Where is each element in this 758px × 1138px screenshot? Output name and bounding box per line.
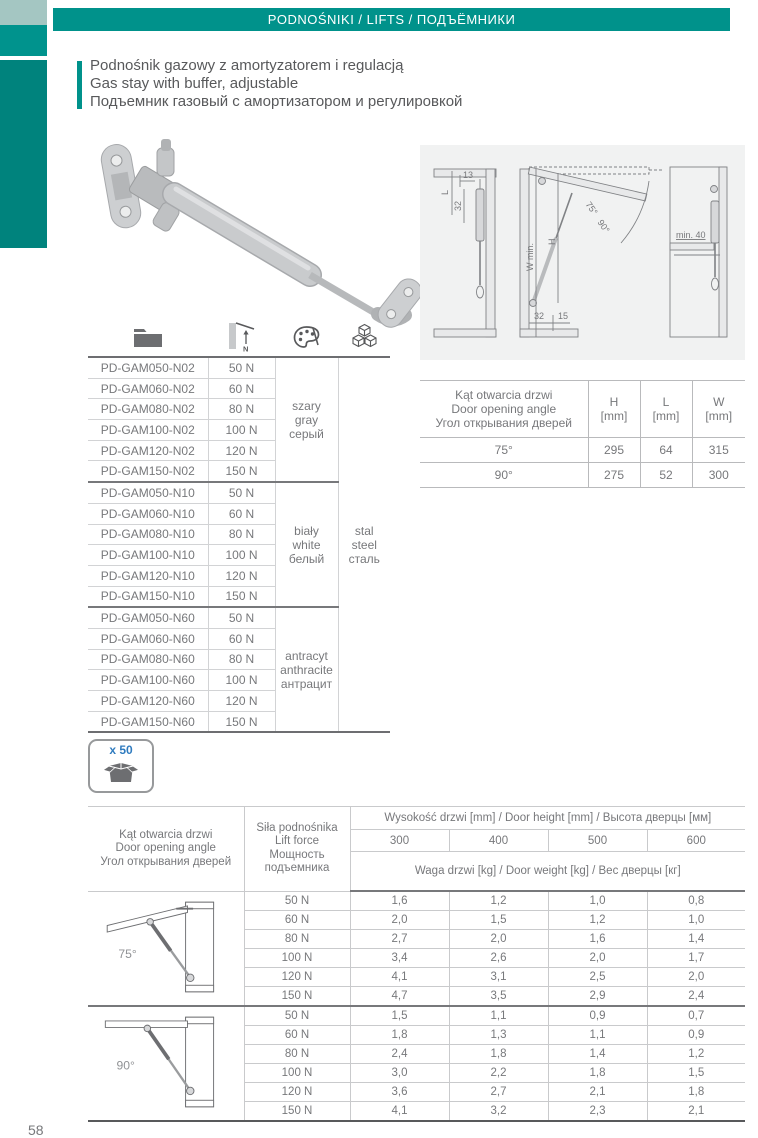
title-accent-bar bbox=[77, 61, 82, 109]
dims-col-w-header bbox=[692, 381, 745, 438]
dims-angle-header-pl: Kąt otwarcia drzwi bbox=[455, 388, 553, 402]
door-weight-value: 4,1 bbox=[350, 1102, 449, 1122]
door-weight-value: 1,6 bbox=[350, 891, 449, 911]
force-value-cell: 100 N bbox=[208, 545, 275, 566]
height-300: 300 bbox=[350, 830, 449, 852]
dims-col-w-unit: [mm] bbox=[705, 409, 733, 423]
door-weight-value: 2,0 bbox=[449, 930, 548, 949]
door-weight-value: 2,0 bbox=[548, 949, 647, 968]
door-weight-value: 2,9 bbox=[548, 987, 647, 1007]
product-code-cell: PD-GAM150-N02 bbox=[88, 461, 208, 482]
door-weight-value: 2,4 bbox=[350, 1045, 449, 1064]
material-cell bbox=[338, 357, 390, 732]
door-weight-value: 3,2 bbox=[449, 1102, 548, 1122]
weight-angle-header-pl: Kąt otwarcia drzwi bbox=[119, 828, 213, 841]
door-weight-value: 1,5 bbox=[647, 1064, 745, 1083]
color-name-line: white bbox=[292, 537, 321, 552]
dimensions-table bbox=[420, 380, 745, 488]
door-75-diagram bbox=[96, 896, 236, 998]
door-weight-value: 2,1 bbox=[647, 1102, 745, 1122]
lift-force-cell: 120 N bbox=[244, 1083, 350, 1102]
door-weight-value: 1,8 bbox=[350, 1026, 449, 1045]
force-value-cell: 50 N bbox=[208, 357, 275, 378]
door-weight-value: 3,1 bbox=[449, 968, 548, 987]
sidebar-block-teal bbox=[0, 25, 47, 56]
dims-col-w-letter: W bbox=[713, 395, 725, 409]
product-code-cell: PD-GAM050-N02 bbox=[88, 357, 208, 378]
door-weight-value: 1,0 bbox=[647, 911, 745, 930]
dims-col-l-unit: [mm] bbox=[652, 409, 680, 423]
door-weight-value: 1,4 bbox=[647, 930, 745, 949]
door-weight-value: 3,4 bbox=[350, 949, 449, 968]
door-weight-value: 2,3 bbox=[548, 1102, 647, 1122]
force-value-cell: 150 N bbox=[208, 711, 275, 732]
color-name-cell bbox=[275, 607, 338, 732]
dim-h-value: 275 bbox=[588, 463, 640, 488]
door-weight-value: 1,7 bbox=[647, 949, 745, 968]
force-value-cell: 120 N bbox=[208, 440, 275, 461]
product-code-cell: PD-GAM100-N60 bbox=[88, 670, 208, 691]
product-code-cell: PD-GAM100-N10 bbox=[88, 545, 208, 566]
door-weight-value: 1,8 bbox=[647, 1083, 745, 1102]
angle-75-label: 75° bbox=[583, 199, 600, 217]
color-name-cell bbox=[275, 482, 338, 607]
dim-l-value: 64 bbox=[640, 438, 692, 463]
dim-l-value: 52 bbox=[640, 463, 692, 488]
force-unit-letter: N bbox=[243, 344, 249, 352]
door-angle-diagram-cell bbox=[88, 891, 244, 1006]
door-weight-value: 3,5 bbox=[449, 987, 548, 1007]
material-line: steel bbox=[351, 537, 377, 552]
door-weight-value: 2,0 bbox=[647, 968, 745, 987]
force-value-cell: 150 N bbox=[208, 461, 275, 482]
catalog-number-column-icon bbox=[131, 324, 165, 350]
door-angle-diagram-cell bbox=[88, 1006, 244, 1121]
color-name-line: серый bbox=[289, 426, 324, 441]
door-weight-value: 0,7 bbox=[647, 1006, 745, 1026]
weight-table bbox=[88, 806, 745, 1122]
folder-icon bbox=[131, 325, 165, 350]
product-code-cell: PD-GAM080-N02 bbox=[88, 399, 208, 420]
height-500: 500 bbox=[548, 830, 647, 852]
door-weight-value: 1,6 bbox=[548, 930, 647, 949]
door-weight-value: 0,8 bbox=[647, 891, 745, 911]
color-name-line: gray bbox=[294, 412, 319, 427]
sidebar-block-dark bbox=[0, 60, 47, 248]
product-code-cell: PD-GAM120-N10 bbox=[88, 565, 208, 586]
door-90-diagram bbox=[96, 1011, 236, 1113]
door-weight-value: 1,0 bbox=[548, 891, 647, 911]
door-weight-value: 4,7 bbox=[350, 987, 449, 1007]
weight-angle-header bbox=[88, 807, 244, 892]
lift-force-cell: 50 N bbox=[244, 891, 350, 911]
dim-32-bottom-label: 32 bbox=[534, 311, 545, 321]
lift-force-cell: 100 N bbox=[244, 949, 350, 968]
angle-90-label: 90° bbox=[595, 217, 612, 235]
gas-stay-image bbox=[70, 126, 420, 331]
product-code-cell: PD-GAM120-N60 bbox=[88, 691, 208, 712]
door-weight-value: 2,2 bbox=[449, 1064, 548, 1083]
lift-force-cell: 60 N bbox=[244, 1026, 350, 1045]
material-line: сталь bbox=[348, 551, 380, 566]
product-code-cell: PD-GAM060-N10 bbox=[88, 503, 208, 524]
door-weight-value: 1,1 bbox=[449, 1006, 548, 1026]
product-table-body bbox=[88, 357, 390, 732]
product-code-cell: PD-GAM080-N10 bbox=[88, 524, 208, 545]
dims-col-h-unit: [mm] bbox=[600, 409, 628, 423]
force-value-cell: 120 N bbox=[208, 691, 275, 712]
lift-force-header-ru2: подъемника bbox=[264, 862, 330, 875]
dims-col-h-letter: H bbox=[609, 395, 619, 409]
door-weight-value: 1,2 bbox=[548, 911, 647, 930]
material-column-icon bbox=[349, 323, 380, 351]
door-weight-value: 2,1 bbox=[548, 1083, 647, 1102]
door-weight-value: 4,1 bbox=[350, 968, 449, 987]
lift-force-header-pl: Siła podnośnika bbox=[256, 821, 338, 834]
product-title-pl: Podnośnik gazowy z amortyzatorem i regulacją bbox=[90, 57, 404, 74]
technical-drawing-panel bbox=[420, 145, 745, 360]
door-weight-value: 1,4 bbox=[548, 1045, 647, 1064]
door-angle-label: 75° bbox=[118, 946, 137, 961]
dim-13-label: 13 bbox=[463, 170, 474, 180]
door-angle-label: 90° bbox=[116, 1058, 135, 1073]
force-value-cell: 60 N bbox=[208, 628, 275, 649]
dim-32-left-label: 32 bbox=[453, 200, 463, 211]
section-title: PODNOŚNIKI / LIFTS / ПОДЪЁМНИКИ bbox=[267, 12, 516, 27]
door-weight-value: 1,3 bbox=[449, 1026, 548, 1045]
opening-angle-cell: 90° bbox=[420, 463, 588, 488]
door-weight-value: 1,2 bbox=[647, 1045, 745, 1064]
door-weight-value: 2,4 bbox=[647, 987, 745, 1007]
cubes-icon bbox=[349, 323, 380, 351]
door-height-header: Wysokość drzwi [mm] / Door height [mm] / Высота дверцы [мм] bbox=[350, 807, 745, 830]
color-name-cell bbox=[275, 357, 338, 482]
dim-w-value: 300 bbox=[692, 463, 745, 488]
dims-angle-header-en: Door opening angle bbox=[451, 402, 557, 416]
dims-row bbox=[420, 463, 745, 488]
product-code-cell: PD-GAM060-N60 bbox=[88, 628, 208, 649]
door-weight-value: 1,5 bbox=[449, 911, 548, 930]
product-table bbox=[88, 356, 390, 733]
force-value-cell: 50 N bbox=[208, 482, 275, 503]
door-weight-value: 1,8 bbox=[449, 1045, 548, 1064]
weight-angle-header-en: Door opening angle bbox=[115, 842, 216, 854]
product-code-cell: PD-GAM080-N60 bbox=[88, 649, 208, 670]
dim-min40-label: min. 40 bbox=[676, 230, 706, 240]
height-400: 400 bbox=[449, 830, 548, 852]
force-value-cell: 100 N bbox=[208, 420, 275, 441]
dims-angle-header bbox=[420, 381, 588, 438]
dims-col-h-header bbox=[588, 381, 640, 438]
product-code-cell: PD-GAM100-N02 bbox=[88, 420, 208, 441]
door-weight-value: 1,1 bbox=[548, 1026, 647, 1045]
lift-force-header bbox=[244, 807, 350, 892]
lift-force-header-en: Lift force bbox=[274, 835, 320, 848]
force-value-cell: 80 N bbox=[208, 524, 275, 545]
weight-row bbox=[88, 1006, 745, 1026]
lift-force-cell: 150 N bbox=[244, 1102, 350, 1122]
force-column-icon bbox=[228, 320, 256, 352]
lift-force-cell: 80 N bbox=[244, 930, 350, 949]
color-name-line: anthracite bbox=[280, 662, 333, 677]
dim-L-label: L bbox=[440, 189, 450, 195]
dims-col-l-letter: L bbox=[662, 395, 670, 409]
force-value-cell: 150 N bbox=[208, 586, 275, 607]
color-name-line: antracyt bbox=[285, 648, 328, 663]
dim-15-label: 15 bbox=[558, 311, 569, 321]
door-weight-value: 2,7 bbox=[449, 1083, 548, 1102]
packaging-quantity: x 50 bbox=[109, 743, 133, 757]
dims-angle-header-ru: Угол открывания дверей bbox=[435, 416, 572, 430]
force-value-cell: 60 N bbox=[208, 378, 275, 399]
color-name-line: szary bbox=[292, 398, 321, 413]
door-weight-value: 2,7 bbox=[350, 930, 449, 949]
weight-angle-header-ru: Угол открывания дверей bbox=[100, 855, 232, 868]
material-line: stal bbox=[354, 523, 374, 538]
box-icon bbox=[102, 758, 140, 785]
sidebar-block-light bbox=[0, 0, 47, 25]
height-600: 600 bbox=[647, 830, 745, 852]
product-title-en: Gas stay with buffer, adjustable bbox=[90, 75, 299, 92]
door-weight-value: 1,8 bbox=[548, 1064, 647, 1083]
palette-icon bbox=[293, 325, 320, 350]
lift-force-cell: 60 N bbox=[244, 911, 350, 930]
product-code-cell: PD-GAM060-N02 bbox=[88, 378, 208, 399]
color-name-line: biały bbox=[294, 523, 319, 538]
door-weight-value: 0,9 bbox=[647, 1026, 745, 1045]
door-weight-value: 3,0 bbox=[350, 1064, 449, 1083]
force-value-cell: 60 N bbox=[208, 503, 275, 524]
product-row bbox=[88, 357, 390, 378]
force-value-cell: 50 N bbox=[208, 607, 275, 628]
lift-force-cell: 50 N bbox=[244, 1006, 350, 1026]
product-title-ru: Подъемник газовый с амортизатором и регулировкой bbox=[90, 93, 463, 110]
dims-row bbox=[420, 438, 745, 463]
section-header bbox=[53, 8, 730, 31]
force-value-cell: 80 N bbox=[208, 649, 275, 670]
product-code-cell: PD-GAM150-N60 bbox=[88, 711, 208, 732]
lift-force-cell: 80 N bbox=[244, 1045, 350, 1064]
dim-h-label: H bbox=[547, 238, 557, 245]
door-weight-value: 2,0 bbox=[350, 911, 449, 930]
product-code-cell: PD-GAM050-N10 bbox=[88, 482, 208, 503]
dim-h-value: 295 bbox=[588, 438, 640, 463]
dim-w-value: 315 bbox=[692, 438, 745, 463]
weight-row bbox=[88, 891, 745, 911]
door-weight-value: 0,9 bbox=[548, 1006, 647, 1026]
page-number: 58 bbox=[28, 1122, 44, 1138]
door-weight-value: 1,5 bbox=[350, 1006, 449, 1026]
force-icon bbox=[228, 320, 256, 352]
door-weight-value: 3,6 bbox=[350, 1083, 449, 1102]
lift-force-cell: 120 N bbox=[244, 968, 350, 987]
weight-table-body bbox=[88, 891, 745, 1121]
door-weight-value: 2,5 bbox=[548, 968, 647, 987]
product-code-cell: PD-GAM150-N10 bbox=[88, 586, 208, 607]
color-name-line: антрацит bbox=[280, 676, 333, 691]
lift-force-cell: 150 N bbox=[244, 987, 350, 1007]
door-weight-header: Waga drzwi [kg] / Door weight [kg] / Вес дверцы [кг] bbox=[350, 852, 745, 892]
lift-force-cell: 100 N bbox=[244, 1064, 350, 1083]
opening-angle-cell: 75° bbox=[420, 438, 588, 463]
lift-force-header-ru1: Мощность bbox=[269, 848, 325, 861]
dims-table-body bbox=[420, 438, 745, 488]
color-name-line: белый bbox=[288, 551, 325, 566]
force-value-cell: 100 N bbox=[208, 670, 275, 691]
product-photo bbox=[70, 126, 420, 331]
dim-wmin-label: W min. bbox=[525, 243, 535, 271]
force-value-cell: 80 N bbox=[208, 399, 275, 420]
dims-col-l-header bbox=[640, 381, 692, 438]
product-code-cell: PD-GAM050-N60 bbox=[88, 607, 208, 628]
installation-diagram bbox=[420, 145, 745, 360]
color-column-icon bbox=[293, 325, 320, 350]
force-value-cell: 120 N bbox=[208, 565, 275, 586]
product-code-cell: PD-GAM120-N02 bbox=[88, 440, 208, 461]
door-weight-value: 2,6 bbox=[449, 949, 548, 968]
door-weight-value: 1,2 bbox=[449, 891, 548, 911]
product-titles bbox=[90, 57, 462, 111]
packaging-badge bbox=[88, 739, 154, 793]
